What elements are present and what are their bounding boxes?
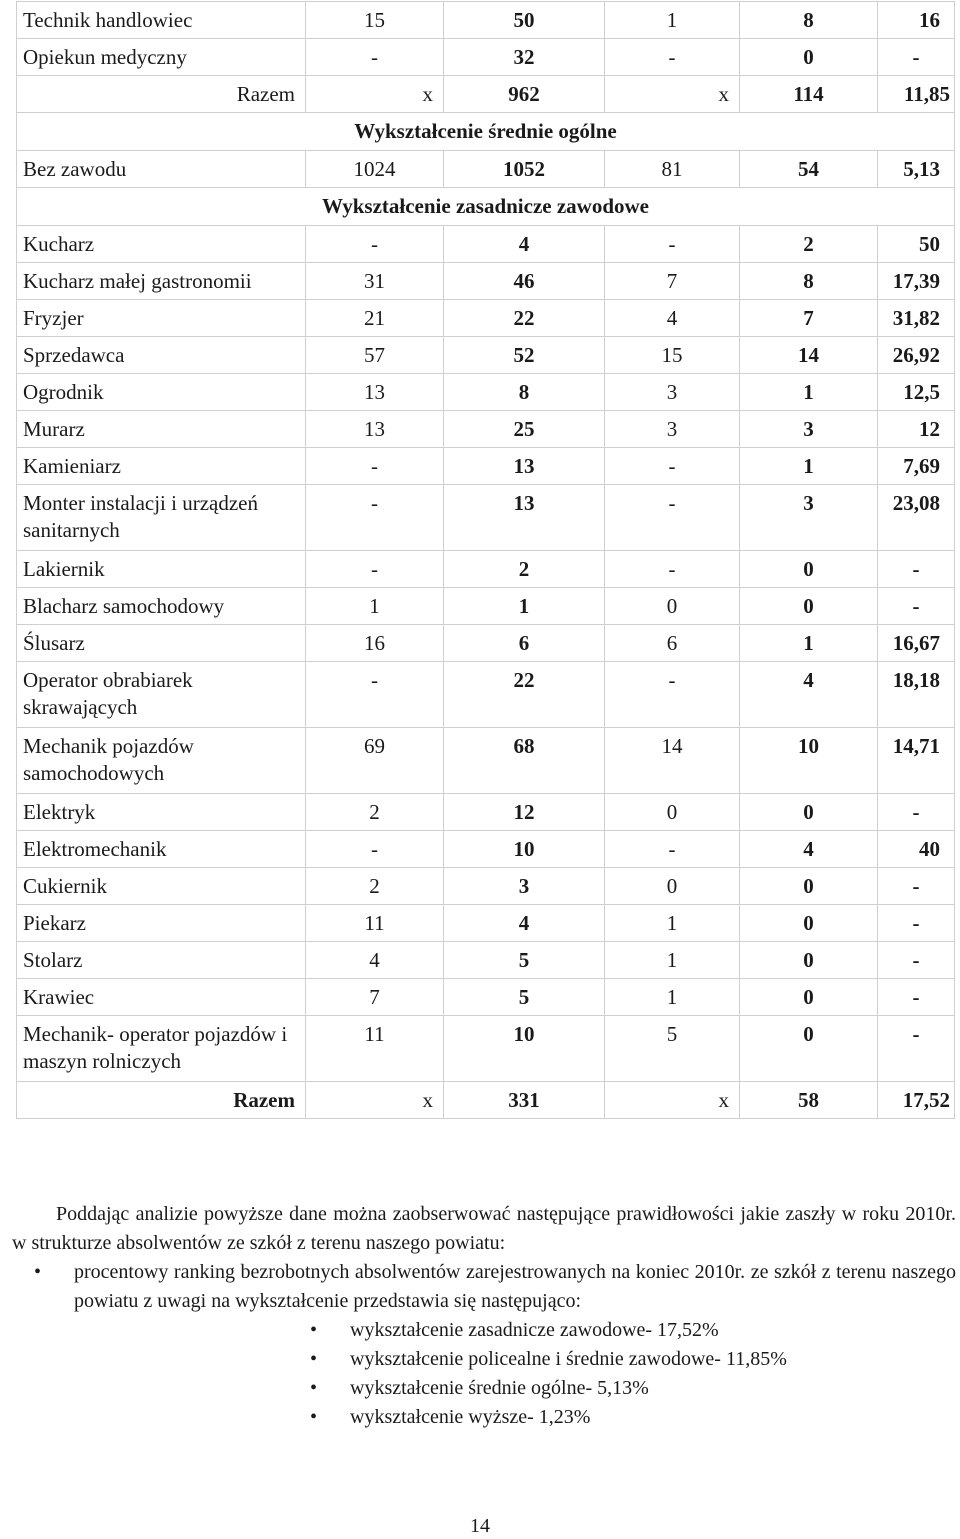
value-cell: - <box>605 226 740 263</box>
value-cell: 46 <box>444 263 605 300</box>
profession-cell: Kucharz małej gastronomii <box>17 263 306 300</box>
value-cell: - <box>306 662 444 728</box>
value-cell: 69 <box>306 728 444 794</box>
profession-cell: Razem <box>17 1082 306 1119</box>
value-cell: - <box>306 485 444 551</box>
value-cell: 3 <box>740 485 878 551</box>
value-cell: 8 <box>740 263 878 300</box>
value-cell: 1 <box>740 625 878 662</box>
value-cell: 8 <box>740 2 878 39</box>
value-cell: - <box>605 39 740 76</box>
profession-cell: Ogrodnik <box>17 374 306 411</box>
value-cell: 0 <box>740 942 878 979</box>
sub-bullet-list <box>74 1316 956 1432</box>
value-cell: 1024 <box>306 151 444 188</box>
value-cell: 0 <box>605 588 740 625</box>
total-row <box>17 1082 955 1119</box>
value-cell: 31 <box>306 263 444 300</box>
analysis-paragraph: Poddając analizie powyższe dane można zaobserwować następujące prawidłowości jakie zaszły w roku 2010r. w strukturze absolwentów ze szkół z terenu naszego powiatu: <box>12 1203 956 1254</box>
profession-cell: Murarz <box>17 411 306 448</box>
value-cell: 1 <box>444 588 605 625</box>
graduates-table <box>16 1 955 1119</box>
value-cell: 12,5 <box>878 374 955 411</box>
profession-cell: Stolarz <box>17 942 306 979</box>
value-cell: - <box>306 39 444 76</box>
value-cell: 4 <box>605 300 740 337</box>
value-cell: x <box>306 76 444 113</box>
table-row <box>17 226 955 263</box>
value-cell: 50 <box>444 2 605 39</box>
table-row <box>17 448 955 485</box>
profession-cell: Piekarz <box>17 905 306 942</box>
table-row <box>17 485 955 551</box>
value-cell: 0 <box>740 794 878 831</box>
value-cell: - <box>878 39 955 76</box>
profession-cell: Razem <box>17 76 306 113</box>
value-cell: 1 <box>306 588 444 625</box>
profession-cell: Mechanik- operator pojazdów i maszyn rolniczych <box>17 1016 306 1082</box>
profession-cell: Elektromechanik <box>17 831 306 868</box>
profession-cell: Ślusarz <box>17 625 306 662</box>
table-row <box>17 411 955 448</box>
value-cell: 32 <box>444 39 605 76</box>
profession-cell: Krawiec <box>17 979 306 1016</box>
value-cell: 5 <box>444 979 605 1016</box>
value-cell: 16 <box>306 625 444 662</box>
value-cell: 1 <box>740 448 878 485</box>
bullet-text: procentowy ranking bezrobotnych absolwentów zarejestrowanych na koniec 2010r. ze szkół z terenu naszego powiatu z uwagi na wykształcenie przedstawia się następująco: <box>74 1261 956 1312</box>
value-cell: 22 <box>444 662 605 728</box>
value-cell: - <box>605 551 740 588</box>
value-cell: 6 <box>444 625 605 662</box>
value-cell: 16,67 <box>878 625 955 662</box>
value-cell: 7 <box>306 979 444 1016</box>
value-cell: - <box>605 831 740 868</box>
table-row <box>17 588 955 625</box>
value-cell: - <box>878 942 955 979</box>
table-row <box>17 831 955 868</box>
value-cell: 5,13 <box>878 151 955 188</box>
sub-bullet-item: • wykształcenie zasadnicze zawodowe- 17,52% <box>74 1316 956 1345</box>
profession-cell: Monter instalacji i urządzeń sanitarnych <box>17 485 306 551</box>
value-cell: 3 <box>605 374 740 411</box>
value-cell: 11,85 <box>878 76 955 113</box>
bullet-list <box>12 1258 956 1432</box>
value-cell: - <box>306 551 444 588</box>
sub-bullet-item: • wykształcenie wyższe- 1,23% <box>74 1403 956 1432</box>
value-cell: 4 <box>444 905 605 942</box>
value-cell: - <box>878 868 955 905</box>
value-cell: x <box>306 1082 444 1119</box>
value-cell: 331 <box>444 1082 605 1119</box>
value-cell: - <box>605 485 740 551</box>
analysis-text <box>12 1200 956 1432</box>
table-row <box>17 662 955 728</box>
value-cell: x <box>605 76 740 113</box>
value-cell: - <box>878 1016 955 1082</box>
table-row <box>17 979 955 1016</box>
value-cell: 17,52 <box>878 1082 955 1119</box>
value-cell: 58 <box>740 1082 878 1119</box>
value-cell: 10 <box>444 831 605 868</box>
profession-cell: Sprzedawca <box>17 337 306 374</box>
profession-cell: Lakiernik <box>17 551 306 588</box>
value-cell: 0 <box>605 868 740 905</box>
table-row <box>17 151 955 188</box>
value-cell: - <box>306 226 444 263</box>
value-cell: 4 <box>444 226 605 263</box>
table-row <box>17 728 955 794</box>
value-cell: 3 <box>444 868 605 905</box>
value-cell: 14,71 <box>878 728 955 794</box>
value-cell: 4 <box>306 942 444 979</box>
value-cell: 68 <box>444 728 605 794</box>
table-row <box>17 263 955 300</box>
value-cell: 13 <box>306 374 444 411</box>
bullet-item <box>12 1258 956 1432</box>
table-row <box>17 2 955 39</box>
table-row <box>17 625 955 662</box>
value-cell: 11 <box>306 1016 444 1082</box>
value-cell: - <box>878 551 955 588</box>
profession-cell: Blacharz samochodowy <box>17 588 306 625</box>
value-cell: 25 <box>444 411 605 448</box>
table-row <box>17 300 955 337</box>
sub-bullet-item: • wykształcenie średnie ogólne- 5,13% <box>74 1374 956 1403</box>
value-cell: 1 <box>605 905 740 942</box>
value-cell: 26,92 <box>878 337 955 374</box>
value-cell: 14 <box>605 728 740 794</box>
value-cell: 1 <box>605 942 740 979</box>
value-cell: 15 <box>605 337 740 374</box>
value-cell: 2 <box>306 794 444 831</box>
section-title: Wykształcenie średnie ogólne <box>17 113 955 151</box>
value-cell: 0 <box>740 39 878 76</box>
value-cell: 40 <box>878 831 955 868</box>
value-cell: 2 <box>740 226 878 263</box>
value-cell: 14 <box>740 337 878 374</box>
value-cell: 12 <box>444 794 605 831</box>
value-cell: 0 <box>740 905 878 942</box>
value-cell: 2 <box>306 868 444 905</box>
value-cell: 3 <box>740 411 878 448</box>
value-cell: 13 <box>444 485 605 551</box>
value-cell: 0 <box>740 1016 878 1082</box>
page-number: 14 <box>470 1515 490 1537</box>
table-row <box>17 794 955 831</box>
value-cell: 23,08 <box>878 485 955 551</box>
value-cell: x <box>605 1082 740 1119</box>
profession-cell: Kucharz <box>17 226 306 263</box>
value-cell: - <box>878 979 955 1016</box>
value-cell: 1 <box>605 2 740 39</box>
table-row <box>17 337 955 374</box>
value-cell: 3 <box>605 411 740 448</box>
section-header-row <box>17 113 955 151</box>
value-cell: 16 <box>878 2 955 39</box>
value-cell: 50 <box>878 226 955 263</box>
value-cell: 54 <box>740 151 878 188</box>
profession-cell: Elektryk <box>17 794 306 831</box>
value-cell: 0 <box>740 979 878 1016</box>
value-cell: 18,18 <box>878 662 955 728</box>
value-cell: 12 <box>878 411 955 448</box>
value-cell: - <box>605 448 740 485</box>
value-cell: 10 <box>740 728 878 794</box>
profession-cell: Opiekun medyczny <box>17 39 306 76</box>
value-cell: - <box>878 794 955 831</box>
profession-cell: Mechanik pojazdów samochodowych <box>17 728 306 794</box>
value-cell: - <box>306 448 444 485</box>
value-cell: 15 <box>306 2 444 39</box>
profession-cell: Fryzjer <box>17 300 306 337</box>
value-cell: 1 <box>740 374 878 411</box>
profession-cell: Kamieniarz <box>17 448 306 485</box>
value-cell: 5 <box>444 942 605 979</box>
value-cell: 17,39 <box>878 263 955 300</box>
value-cell: 4 <box>740 831 878 868</box>
value-cell: 22 <box>444 300 605 337</box>
value-cell: 5 <box>605 1016 740 1082</box>
total-row <box>17 76 955 113</box>
section-header-row <box>17 188 955 226</box>
value-cell: 7 <box>605 263 740 300</box>
value-cell: 13 <box>306 411 444 448</box>
value-cell: 7,69 <box>878 448 955 485</box>
value-cell: 0 <box>740 551 878 588</box>
value-cell: 7 <box>740 300 878 337</box>
value-cell: 0 <box>740 868 878 905</box>
profession-cell: Technik handlowiec <box>17 2 306 39</box>
value-cell: 2 <box>444 551 605 588</box>
table-row <box>17 942 955 979</box>
sub-bullet-item: • wykształcenie policealne i średnie zawodowe- 11,85% <box>74 1345 956 1374</box>
table-row <box>17 905 955 942</box>
table-row <box>17 868 955 905</box>
table-row <box>17 374 955 411</box>
value-cell: 8 <box>444 374 605 411</box>
table-row <box>17 39 955 76</box>
value-cell: 4 <box>740 662 878 728</box>
value-cell: 52 <box>444 337 605 374</box>
value-cell: 114 <box>740 76 878 113</box>
value-cell: 31,82 <box>878 300 955 337</box>
table-row <box>17 1016 955 1082</box>
value-cell: 962 <box>444 76 605 113</box>
value-cell: 11 <box>306 905 444 942</box>
value-cell: - <box>878 588 955 625</box>
profession-cell: Cukiernik <box>17 868 306 905</box>
profession-cell: Bez zawodu <box>17 151 306 188</box>
value-cell: 0 <box>605 794 740 831</box>
value-cell: 81 <box>605 151 740 188</box>
value-cell: - <box>306 831 444 868</box>
profession-cell: Operator obrabiarek skrawających <box>17 662 306 728</box>
table-body <box>17 2 955 1119</box>
value-cell: 6 <box>605 625 740 662</box>
value-cell: 1052 <box>444 151 605 188</box>
value-cell: 1 <box>605 979 740 1016</box>
value-cell: 10 <box>444 1016 605 1082</box>
value-cell: - <box>878 905 955 942</box>
value-cell: 0 <box>740 588 878 625</box>
value-cell: 57 <box>306 337 444 374</box>
value-cell: 13 <box>444 448 605 485</box>
section-title: Wykształcenie zasadnicze zawodowe <box>17 188 955 226</box>
value-cell: - <box>605 662 740 728</box>
table-row <box>17 551 955 588</box>
value-cell: 21 <box>306 300 444 337</box>
